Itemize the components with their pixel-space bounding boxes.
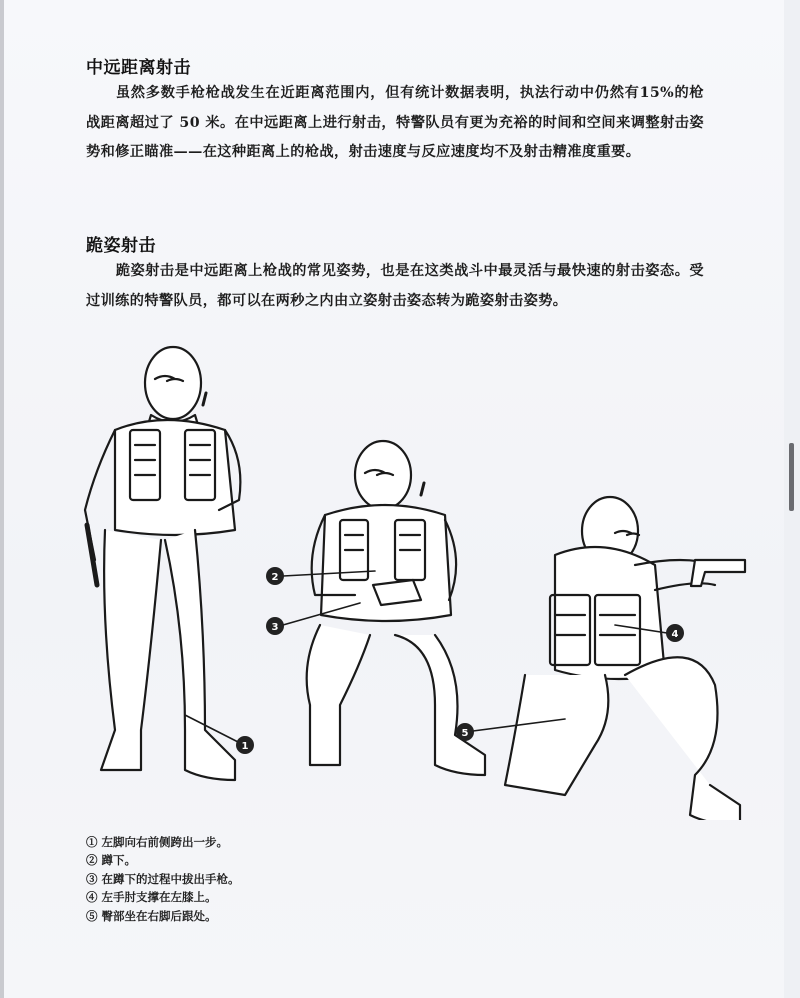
section-paragraph-kneeling: 跪姿射击是中远距离上枪战的常见姿势，也是在这类战斗中最灵活与最快速的射击姿态。受过训练的特警队员，都可以在两秒之内由立姿射击姿态转为跪姿射击姿势。	[86, 263, 704, 309]
marker-1: 1	[241, 741, 249, 752]
section-title-kneeling: 跪姿射击	[86, 236, 156, 256]
marker-5: 5	[461, 728, 469, 739]
caption-step-4: ④ 左手肘支撑在左膝上。	[86, 890, 217, 905]
officer-standing-figure	[85, 347, 240, 780]
marker-3: 3	[271, 622, 279, 633]
section-paragraph-mid-long-range: 虽然多数手枪枪战发生在近距离范围内，但有统计数据表明，执法行动中仍然有15%的枪战距离超过了 50 米。在中远距离上进行射击，特警队员有更为充裕的时间和空间来调整射击姿势和修正瞄准——在这种距离上的枪战，射击速度与反应速度均不及射击精准度重要。	[86, 85, 704, 160]
caption-step-5: ⑤ 臀部坐在右脚后跟处。	[86, 908, 217, 923]
marker-4: 4	[671, 629, 679, 640]
officer-crouching-figure	[307, 441, 485, 775]
caption-step-2: ② 蹲下。	[86, 853, 137, 868]
marker-2: 2	[271, 572, 279, 583]
officer-kneeling-firing-figure	[505, 497, 745, 820]
caption-step-1: ① 左脚向右前侧跨出一步。	[86, 835, 229, 849]
kneeling-sequence-illustration	[55, 335, 755, 820]
section-title-mid-long-range: 中远距离射击	[86, 58, 191, 78]
scrollbar-thumb[interactable]	[789, 443, 794, 511]
caption-step-3: ③ 在蹲下的过程中拔出手枪。	[86, 871, 240, 886]
step-captions	[86, 833, 240, 925]
